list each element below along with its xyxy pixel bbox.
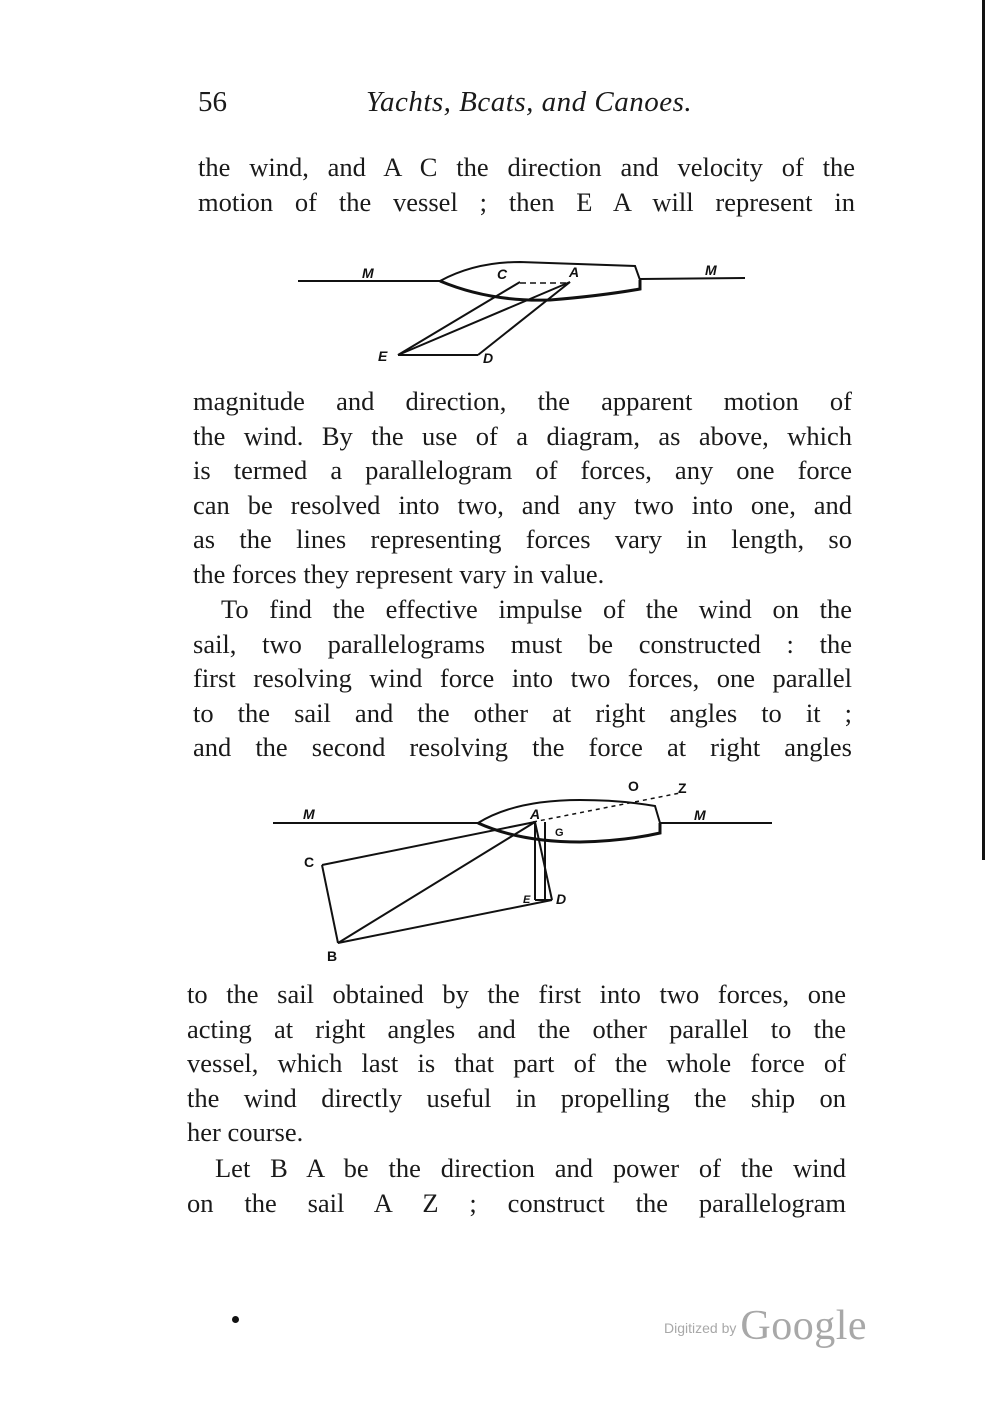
text-line: the wind directly useful in propelling the ship on [187, 1082, 846, 1113]
vector-c-a [322, 822, 535, 865]
stray-dot [232, 1316, 239, 1323]
text-line: to the sail and the other at right angles to it ; [193, 697, 852, 728]
paragraph-5 [187, 1151, 846, 1220]
label-g: G [555, 827, 564, 839]
text-line: the forces they represent vary in value. [193, 558, 605, 589]
text-line: Let B A be the direction and power of the wind [215, 1153, 846, 1183]
hull-upper [478, 800, 660, 823]
label-m-left: M [362, 265, 374, 281]
text-line: vessel, which last is that part of the whole force of [187, 1048, 846, 1079]
label-z: Z [678, 780, 687, 796]
watermark-prefix: Digitized by [664, 1320, 737, 1336]
text-line: motion of the vessel ; then E A will represent in [198, 186, 855, 217]
label-c: C [497, 266, 508, 282]
text-line: the wind, and A C the direction and velocity of the [198, 152, 855, 182]
label-d: D [556, 891, 567, 907]
label-m-left: M [303, 806, 315, 822]
vector-b-a [338, 822, 535, 943]
text-line: is termed a parallelogram of forces, any one force [193, 455, 852, 486]
text-line: first resolving wind force into two forces, one parallel [193, 663, 852, 694]
text-line: and the second resolving the force at right angles [193, 732, 852, 763]
label-m-right: M [705, 262, 717, 278]
text-line: can be resolved into two, and any two into one, and [193, 489, 852, 520]
text-line: magnitude and direction, the apparent motion of [193, 386, 852, 416]
label-a: A [530, 806, 541, 822]
google-logo: Google [740, 1303, 868, 1349]
label-e: E [523, 894, 531, 906]
google-watermark [664, 1302, 867, 1350]
text-line: her course. [187, 1117, 304, 1148]
label-m-right: M [694, 807, 706, 823]
label-b: B [327, 948, 338, 964]
page-number: 56 [198, 86, 227, 118]
vector-b-d [338, 900, 552, 943]
text-line: to the sail obtained by the first into two forces, one [187, 979, 846, 1009]
vector-b-c [322, 865, 338, 943]
label-e: E [378, 348, 388, 364]
label-d: D [483, 350, 494, 366]
paragraph-4 [187, 977, 846, 1150]
label-a: A [569, 264, 580, 280]
label-o: O [628, 778, 639, 794]
text-line: the wind. By the use of a diagram, as above, which [193, 420, 852, 451]
label-c: C [304, 854, 315, 870]
running-title: Yachts, Bcats, and Canoes. [366, 86, 693, 118]
vector-a-d [535, 822, 552, 900]
text-line: To find the effective impulse of the wind on the [221, 594, 852, 624]
text-line: on the sail A Z ; construct the parallelogram [187, 1187, 846, 1218]
text-line: acting at right angles and the other parallel to the [187, 1013, 846, 1044]
text-line: sail, two parallelograms must be constructed : the [193, 628, 852, 659]
text-line: as the lines representing forces vary in length, so [193, 524, 852, 555]
